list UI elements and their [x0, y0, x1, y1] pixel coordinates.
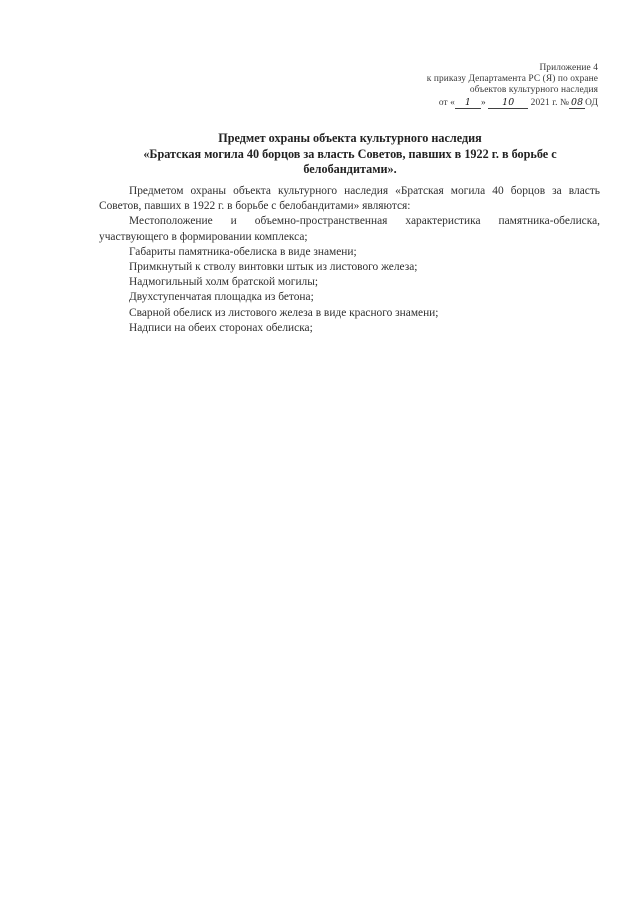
date-year: 2021 г. №	[530, 97, 570, 108]
appendix-order-ref: к приказу Департамента РС (Я) по охране	[426, 74, 598, 85]
handwritten-order-number: 08	[571, 96, 584, 108]
appendix-header	[427, 63, 598, 109]
title-line-3: белобандитами».	[303, 162, 397, 176]
appendix-date-line	[427, 97, 598, 109]
date-mid: »	[480, 97, 486, 108]
date-prefix: от «	[438, 97, 455, 108]
list-item: Надписи на обеих сторонах обелиска;	[129, 321, 313, 334]
list-item: Примкнутый к стволу винтовки штык из листового железа;	[129, 261, 418, 274]
location-paragraph: Местоположение и объемно-пространственная характеристика памятника-обелиска, участвующего в формировании комплекса;	[99, 215, 600, 243]
appendix-label: Приложение 4	[539, 63, 598, 73]
appendix-order-ref-cont: объектов культурного наследия	[469, 85, 598, 96]
list-item: Сварной обелиск из листового железа в виде красного знамени;	[129, 306, 439, 319]
intro-paragraph: Предметом охраны объекта культурного наследия «Братская могила 40 борцов за власть Советов, павших в 1922 г. в борьбе с белобандитами» являются:	[99, 185, 600, 213]
title-line-2: «Братская могила 40 борцов за власть Советов, павших в 1922 г. в борьбе с	[143, 146, 557, 161]
document-body	[99, 184, 600, 336]
handwritten-month: 10	[488, 97, 528, 109]
list-item: Двухступенчатая площадка из бетона;	[129, 291, 314, 304]
document-title	[100, 131, 600, 178]
list-item: Надмогильный холм братской могилы;	[129, 276, 319, 289]
handwritten-day: 1	[455, 97, 481, 109]
order-suffix: ОД	[585, 97, 598, 108]
title-line-1: Предмет охраны объекта культурного наследия	[218, 131, 482, 145]
list-item: Габариты памятника-обелиска в виде знамени;	[129, 245, 357, 258]
